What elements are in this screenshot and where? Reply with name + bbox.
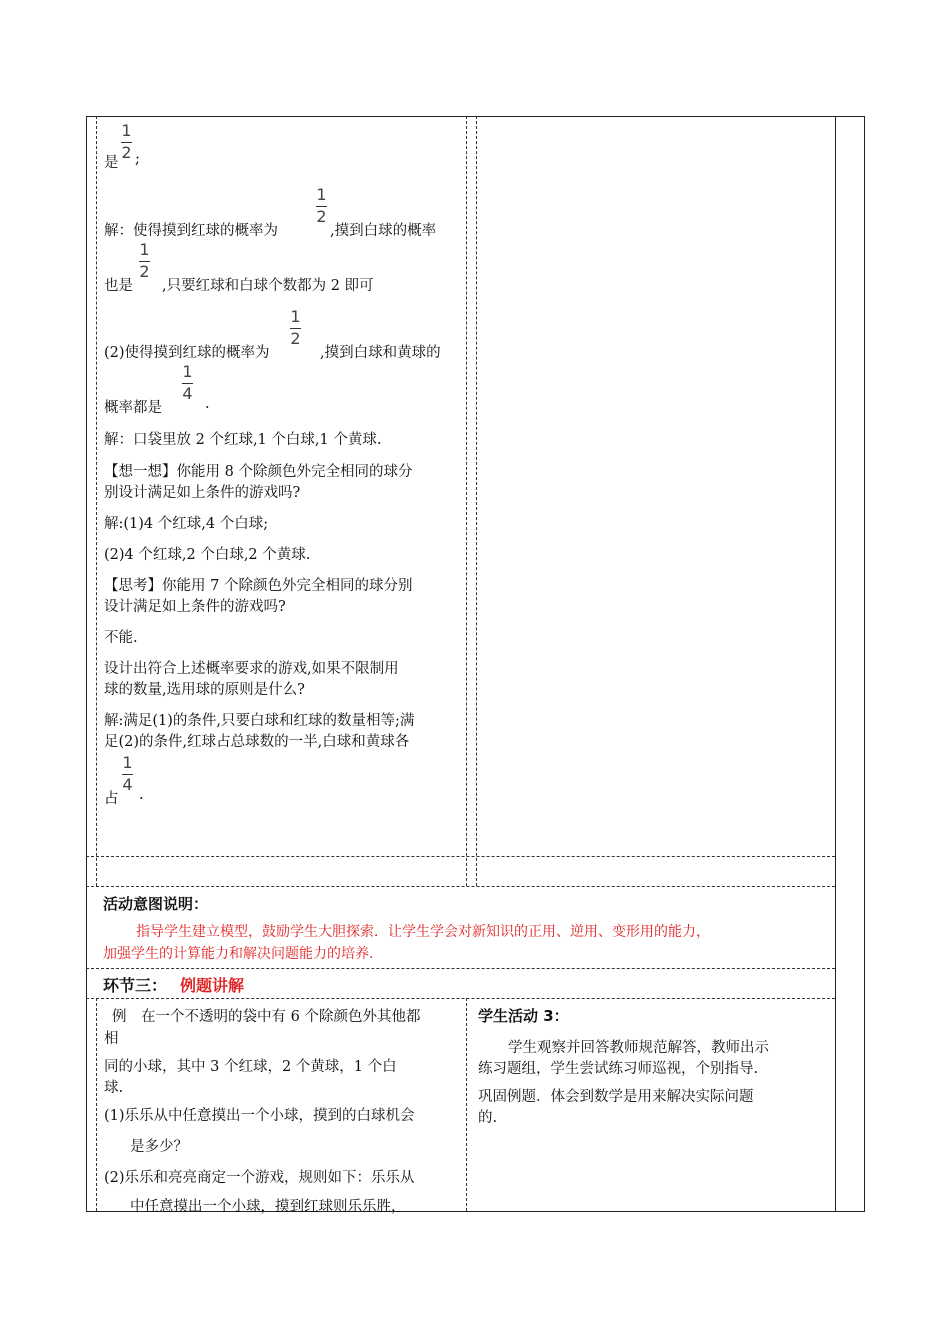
- table-left-border: [86, 116, 87, 1211]
- text-line: 别设计满足如上条件的游戏吗?: [104, 485, 301, 501]
- text-line: 设计出符合上述概率要求的游戏,如果不限制用: [104, 661, 399, 677]
- column-divider-upper: [466, 116, 467, 886]
- text-line: 例 在一个不透明的袋中有 6 个除颜色外其他都: [112, 1009, 421, 1025]
- text-line: (2)4 个红球,2 个白球,2 个黄球.: [104, 547, 311, 563]
- section-title: 例题讲解: [180, 976, 245, 995]
- text-line: 也是: [104, 278, 133, 294]
- text-line: ;: [135, 151, 140, 167]
- text-line: 的.: [478, 1110, 498, 1126]
- fraction-half: 1 2: [121, 121, 132, 162]
- text-line: 解:(1)4 个红球,4 个白球;: [104, 516, 269, 532]
- upper-left-inner-border: [96, 116, 97, 886]
- text-line: 【思考】你能用 7 个除颜色外完全相同的球分别: [104, 578, 413, 594]
- intent-text: 加强学生的计算能力和解决问题能力的培养.: [103, 946, 374, 962]
- text-line: 解：使得摸到红球的概率为: [104, 223, 278, 239]
- row-separator-1: [86, 856, 835, 857]
- text-line: 占: [104, 791, 119, 807]
- text-line: 概率都是: [104, 400, 162, 416]
- text-line: 球.: [104, 1080, 124, 1096]
- text-line: 中任意摸出一个小球，摸到红球则乐乐胜，: [130, 1199, 406, 1215]
- text-line: (1)乐乐从中任意摸出一个小球，摸到的白球机会: [104, 1108, 415, 1124]
- fraction-half: 1 2: [139, 240, 150, 281]
- fraction-half: 1 2: [316, 185, 327, 226]
- text-line: .: [139, 787, 144, 803]
- text-line: .: [205, 396, 210, 412]
- fraction-quarter: 1 4: [122, 753, 133, 794]
- text-line: 巩固例题．体会到数学是用来解决实际问题: [478, 1089, 754, 1105]
- text-line: 解:满足(1)的条件,只要白球和红球的数量相等;满: [104, 713, 415, 729]
- row-separator-2: [86, 886, 835, 887]
- text-line: (2)使得摸到红球的概率为: [104, 345, 270, 361]
- text-line: 不能.: [104, 630, 138, 646]
- text-line: ,只要红球和白球个数都为 2 即可: [162, 278, 374, 294]
- text-line: 练习题组，学生尝试练习师巡视，个别指导.: [478, 1061, 759, 1077]
- text-line: ,摸到白球的概率: [330, 223, 437, 239]
- text-line: 同的小球，其中 3 个红球，2 个黄球，1 个白: [104, 1059, 397, 1075]
- table-inner-right-border: [835, 116, 836, 1211]
- text-line: 设计满足如上条件的游戏吗?: [104, 599, 286, 615]
- column-divider-lower: [466, 998, 467, 1211]
- fraction-quarter: 1 4: [182, 362, 193, 403]
- text-line: 解：口袋里放 2 个红球,1 个白球,1 个黄球.: [104, 432, 382, 448]
- student-activity-title: 学生活动 3：: [478, 1007, 569, 1025]
- text-line: 学生观察并回答教师规范解答，教师出示: [508, 1040, 769, 1056]
- upper-right-inner-border: [476, 116, 477, 886]
- text-line: 足(2)的条件,红球占总球数的一半,白球和黄球各: [104, 734, 410, 750]
- fraction-half: 1 2: [290, 307, 301, 348]
- text-line: ,摸到白球和黄球的: [320, 345, 441, 361]
- text-line: (2)乐乐和亮亮商定一个游戏，规则如下：乐乐从: [104, 1170, 415, 1186]
- row-separator-4: [86, 998, 835, 999]
- text-line: 是: [104, 155, 119, 171]
- intent-text: 指导学生建立模型，鼓励学生大胆探索．让学生学会对新知识的正用、逆用、变形用的能力，: [136, 924, 710, 940]
- lower-left-inner-border: [96, 998, 97, 1211]
- section-label: 环节三：: [103, 976, 168, 995]
- text-line: 【想一想】你能用 8 个除颜色外完全相同的球分: [104, 464, 413, 480]
- text-line: 相: [104, 1031, 119, 1047]
- intent-title: 活动意图说明：: [103, 895, 209, 913]
- text-line: 是多少？: [130, 1139, 188, 1155]
- table-right-border: [864, 116, 865, 1211]
- row-separator-3: [86, 968, 835, 969]
- text-line: 球的数量,选用球的原则是什么?: [104, 682, 305, 698]
